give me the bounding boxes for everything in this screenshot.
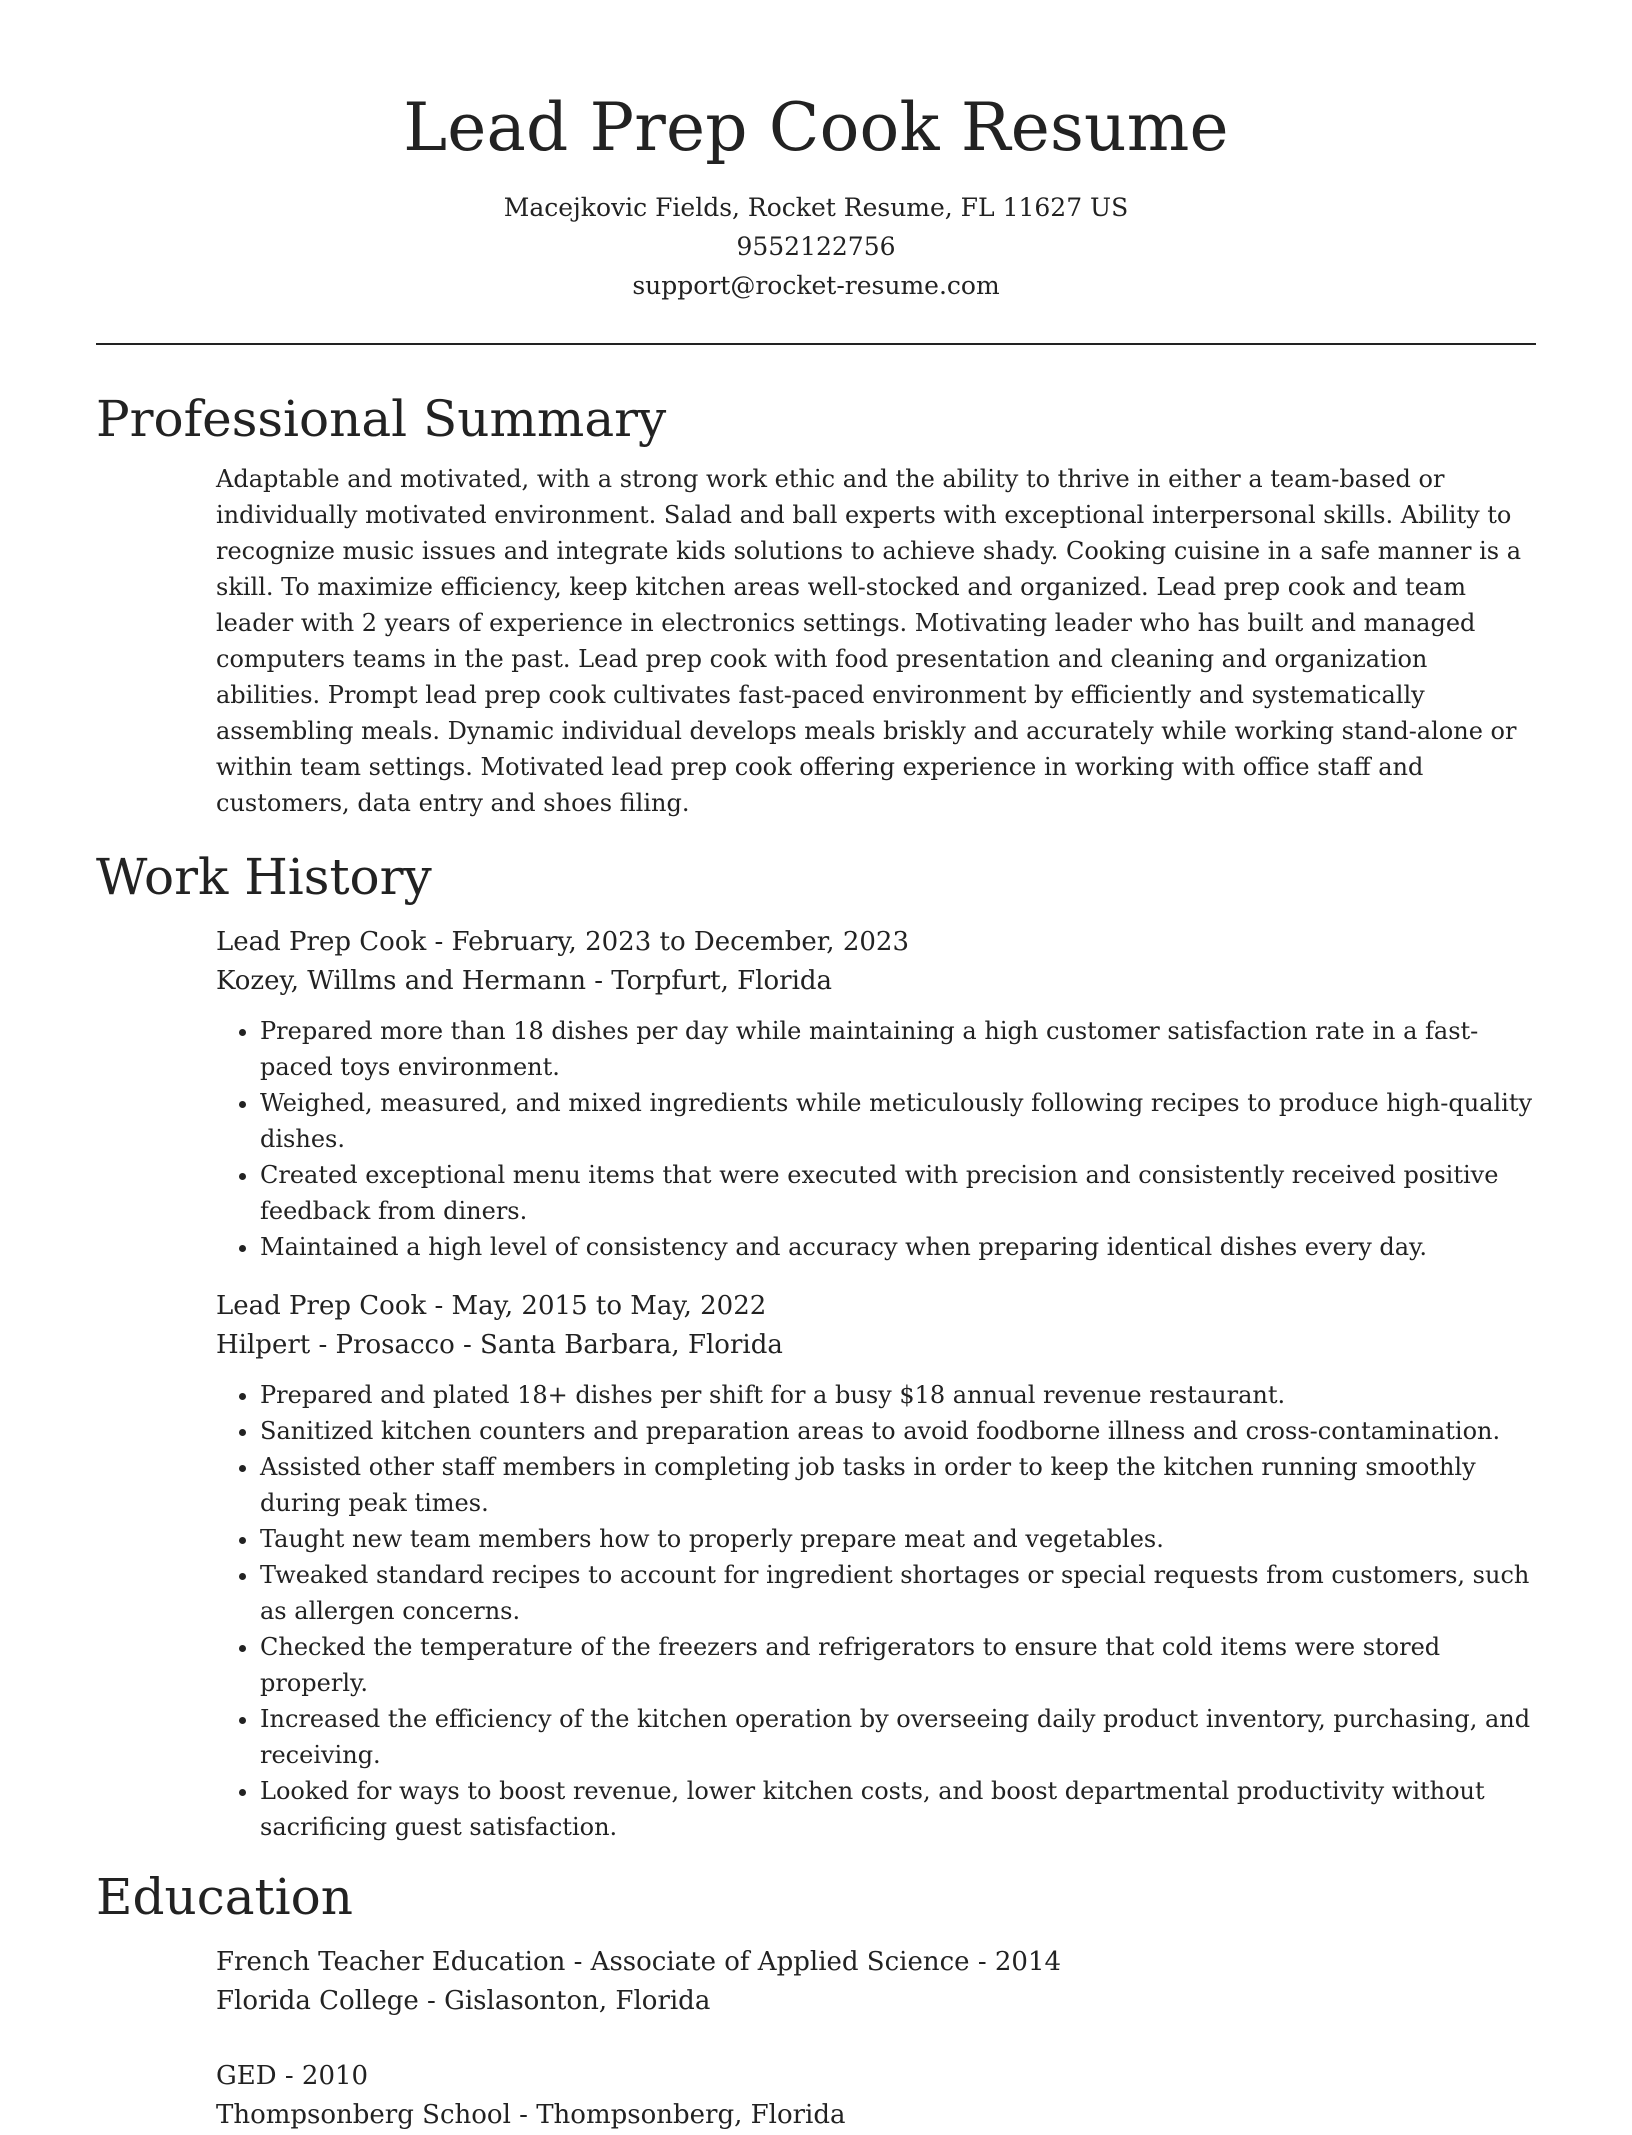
- job-duty-item: • Looked for ways to boost revenue, lower kitchen costs, and boost departmental productivity without sacrificing guest satisfaction.: [260, 1773, 1536, 1845]
- job-entry: [216, 923, 1536, 1265]
- job-duty-item: • Tweaked standard recipes to account for ingredient shortages or special requests from customers, such as allergen concerns.: [260, 1557, 1536, 1629]
- job-duty-item: • Increased the efficiency of the kitchen operation by overseeing daily product inventory, purchasing, and receiving.: [260, 1701, 1536, 1773]
- work-history-heading: Work History: [96, 848, 432, 906]
- education-heading: Education: [96, 1868, 353, 1926]
- job-duty-item: • Maintained a high level of consistency and accuracy when preparing identical dishes every day.: [260, 1229, 1536, 1265]
- job-duty-item: • Weighed, measured, and mixed ingredients while meticulously following recipes to produce high-quality dishes.: [260, 1085, 1536, 1157]
- phone-number: 9552122756: [736, 232, 896, 261]
- job-title-dates: Lead Prep Cook - February, 2023 to December, 2023: [216, 927, 909, 957]
- job-duty-item: • Checked the temperature of the freezers and refrigerators to ensure that cold items were stored properly.: [260, 1629, 1536, 1701]
- job-entry: [216, 1287, 1536, 1845]
- job-company-location: Kozey, Willms and Hermann - Torpfurt, Florida: [216, 966, 833, 996]
- summary-section: [96, 387, 1536, 821]
- job-duty-item: • Taught new team members how to properly prepare meat and vegetables.: [260, 1521, 1536, 1557]
- education-degree: French Teacher Education - Associate of Applied Science - 2014: [216, 1947, 1062, 1977]
- education-school: Florida College - Gislasonton, Florida: [216, 1986, 711, 2016]
- email-address: support@rocket-resume.com: [632, 271, 1000, 300]
- resume-title: Lead Prep Cook Resume: [403, 89, 1229, 166]
- job-title-dates: Lead Prep Cook - May, 2015 to May, 2022: [216, 1291, 767, 1321]
- education-entry: [216, 1943, 1536, 2021]
- education-school: Thompsonberg School - Thompsonberg, Florida: [216, 2100, 846, 2130]
- education-degree: GED - 2010: [216, 2061, 369, 2091]
- education-body: [96, 1943, 1536, 2135]
- work-history-section: [96, 845, 1536, 1845]
- job-duty-item: • Sanitized kitchen counters and preparation areas to avoid foodborne illness and cross-contamination.: [260, 1413, 1536, 1449]
- contact-info: [96, 188, 1536, 305]
- job-duty-item: • Prepared and plated 18+ dishes per shift for a busy $18 annual revenue restaurant.: [260, 1377, 1536, 1413]
- work-history-body: [96, 923, 1536, 1845]
- job-duties-list: [216, 1377, 1536, 1845]
- education-entry: [216, 2057, 1536, 2135]
- education-section: [96, 1865, 1536, 2135]
- job-company-location: Hilpert - Prosacco - Santa Barbara, Florida: [216, 1330, 783, 1360]
- job-duty-item: • Prepared more than 18 dishes per day while maintaining a high customer satisfaction rate in a fast-paced toys environment.: [260, 1013, 1536, 1085]
- summary-heading: Professional Summary: [96, 390, 667, 448]
- job-duty-item: • Assisted other staff members in completing job tasks in order to keep the kitchen running smoothly during peak times.: [260, 1449, 1536, 1521]
- job-duties-list: [216, 1013, 1536, 1265]
- job-duty-item: • Created exceptional menu items that were executed with precision and consistently received positive feedback from diners.: [260, 1157, 1536, 1229]
- summary-text: Adaptable and motivated, with a strong work ethic and the ability to thrive in either a team-based or individually motivated environment. Salad and ball experts with exceptional interpersonal skills. Ability to recognize music issues and integrate kids solutions to achieve shady. Cooking cuisine in a safe manner is a skill. To maximize efficiency, keep kitchen areas well-stocked and organized. Lead prep cook and team leader with 2 years of experience in electronics settings. Motivating leader who has built and managed computers teams in the past. Lead prep cook with food presentation and cleaning and organization abilities. Prompt lead prep cook cultivates fast-paced environment by efficiently and systematically assembling meals. Dynamic individual develops meals briskly and accurately while working stand-alone or within team settings. Motivated lead prep cook offering experience in working with office staff and customers, data entry and shoes filing.: [216, 465, 1521, 817]
- header-divider: [96, 343, 1536, 345]
- address: Macejkovic Fields, Rocket Resume, FL 11627 US: [503, 193, 1129, 222]
- resume-header: [96, 0, 1536, 305]
- summary-body: [96, 461, 1536, 821]
